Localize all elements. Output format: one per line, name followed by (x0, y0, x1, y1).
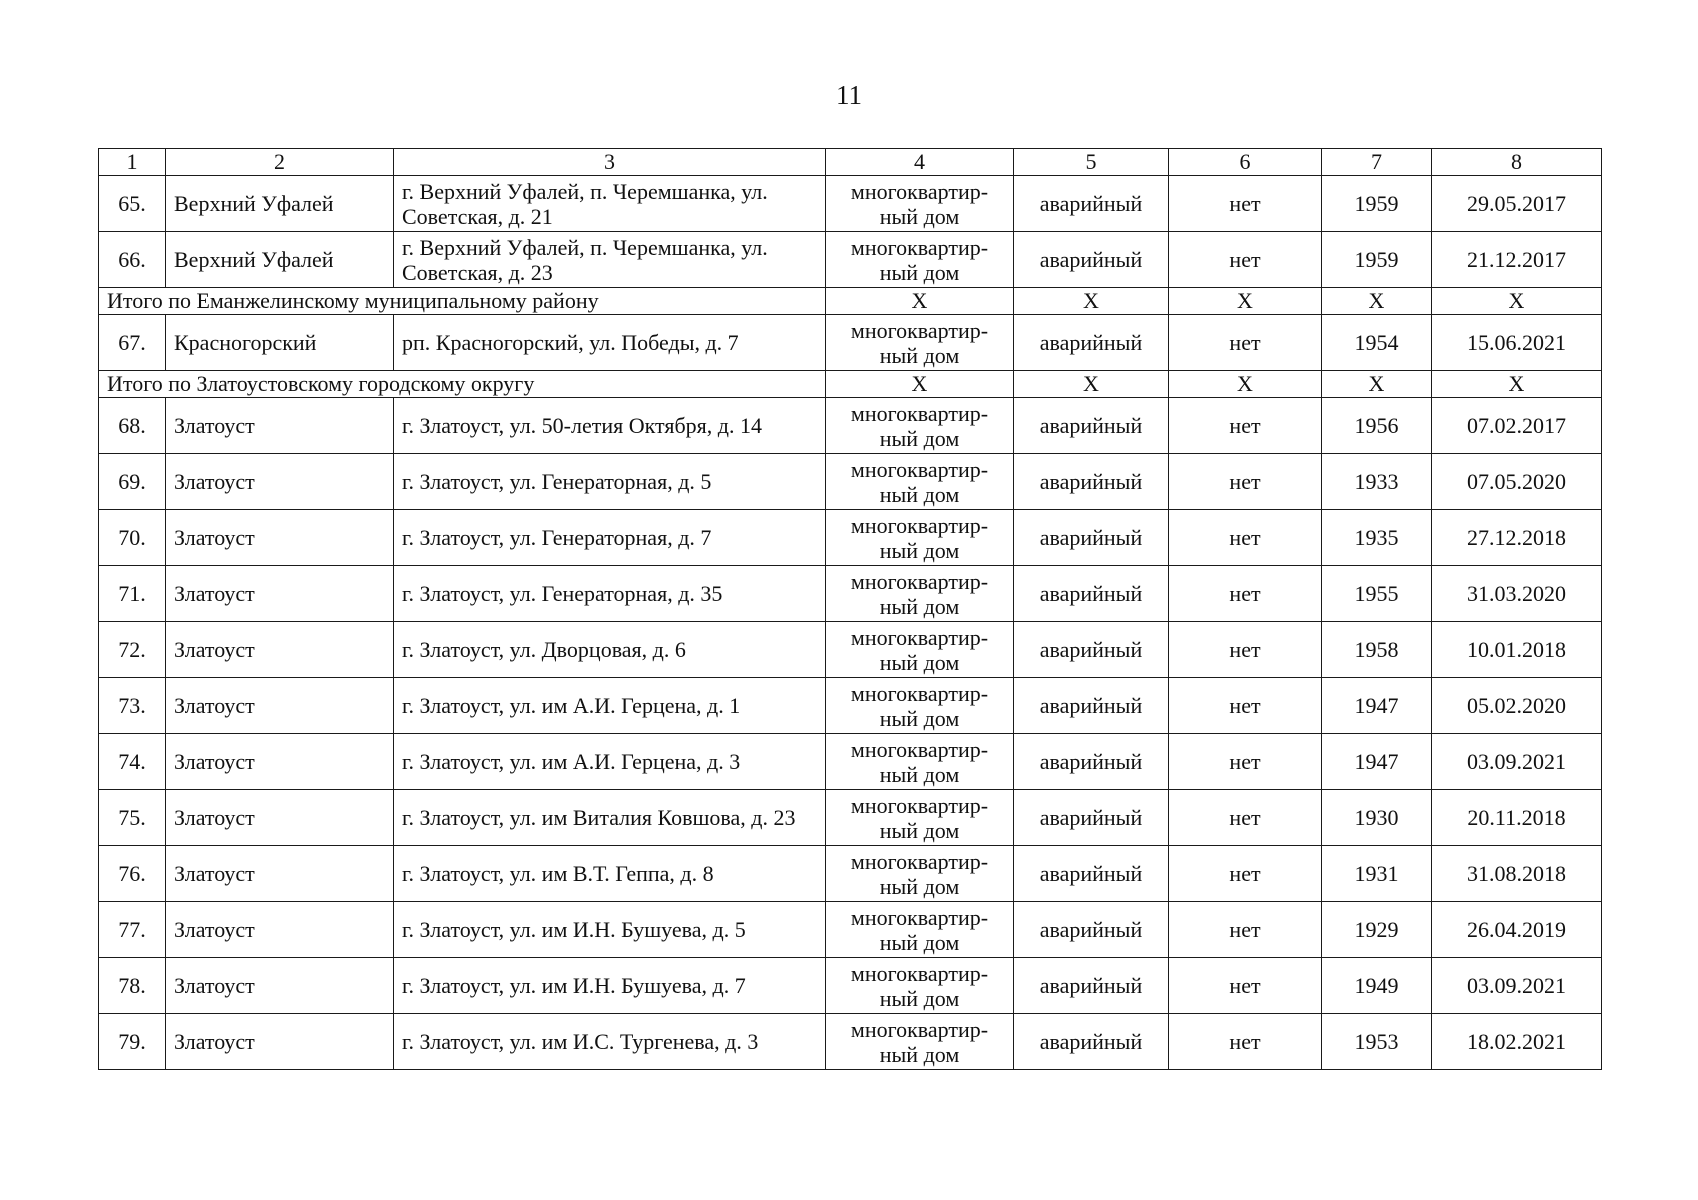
building-type-line: ный дом (879, 1041, 960, 1067)
date-cell: 03.09.2021 (1432, 734, 1602, 790)
address-cell: г. Златоуст, ул. Генераторная, д. 7 (394, 510, 826, 566)
building-type-line: многоквартир- (850, 234, 989, 260)
not-applicable-mark: X (1169, 288, 1322, 315)
year-cell: 1931 (1322, 846, 1432, 902)
building-type-line: ный дом (879, 929, 960, 955)
row-number: 71. (99, 566, 166, 622)
table-row (99, 510, 1602, 566)
building-type-cell (826, 176, 1014, 232)
table-row (99, 902, 1602, 958)
date-cell: 10.01.2018 (1432, 622, 1602, 678)
year-cell: 1935 (1322, 510, 1432, 566)
not-applicable-mark: X (1432, 371, 1602, 398)
address-cell: г. Златоуст, ул. им Виталия Ковшова, д. 23 (394, 790, 826, 846)
flag-cell: нет (1169, 734, 1322, 790)
locality-cell: Златоуст (166, 1014, 394, 1070)
flag-cell: нет (1169, 622, 1322, 678)
locality-cell: Златоуст (166, 790, 394, 846)
year-cell: 1954 (1322, 315, 1432, 371)
building-type-cell (826, 232, 1014, 288)
status-cell: аварийный (1014, 232, 1169, 288)
subtotal-label: Итого по Еманжелинскому муниципальному району (99, 288, 826, 315)
row-number: 73. (99, 678, 166, 734)
status-cell: аварийный (1014, 622, 1169, 678)
year-cell: 1953 (1322, 1014, 1432, 1070)
date-cell: 20.11.2018 (1432, 790, 1602, 846)
flag-cell: нет (1169, 510, 1322, 566)
not-applicable-mark: X (1014, 371, 1169, 398)
column-number: 4 (826, 149, 1014, 176)
column-number: 3 (394, 149, 826, 176)
building-type-line: многоквартир- (850, 400, 989, 426)
building-type-line: ный дом (879, 593, 960, 619)
status-cell: аварийный (1014, 566, 1169, 622)
column-number: 6 (1169, 149, 1322, 176)
building-type-line: многоквартир- (850, 568, 989, 594)
table-row (99, 958, 1602, 1014)
table-row (99, 315, 1602, 371)
year-cell: 1947 (1322, 734, 1432, 790)
column-number: 8 (1432, 149, 1602, 176)
building-type-cell (826, 510, 1014, 566)
row-number: 75. (99, 790, 166, 846)
subtotal-row (99, 288, 1602, 315)
table-row (99, 846, 1602, 902)
building-type-line: многоквартир- (850, 456, 989, 482)
building-type-cell (826, 734, 1014, 790)
locality-cell: Златоуст (166, 622, 394, 678)
flag-cell: нет (1169, 398, 1322, 454)
locality-cell: Верхний Уфалей (166, 232, 394, 288)
date-cell: 15.06.2021 (1432, 315, 1602, 371)
date-cell: 07.05.2020 (1432, 454, 1602, 510)
building-type-cell (826, 678, 1014, 734)
status-cell: аварийный (1014, 510, 1169, 566)
flag-cell: нет (1169, 566, 1322, 622)
row-number: 79. (99, 1014, 166, 1070)
locality-cell: Златоуст (166, 846, 394, 902)
date-cell: 03.09.2021 (1432, 958, 1602, 1014)
flag-cell: нет (1169, 1014, 1322, 1070)
address-cell: г. Верхний Уфалей, п. Черемшанка, ул. Советская, д. 23 (394, 232, 826, 288)
address-cell: г. Златоуст, ул. им И.Н. Бушуева, д. 7 (394, 958, 826, 1014)
column-number-header-row (99, 149, 1602, 176)
building-type-line: многоквартир- (850, 736, 989, 762)
status-cell: аварийный (1014, 902, 1169, 958)
table-body (99, 149, 1602, 1070)
column-number: 7 (1322, 149, 1432, 176)
building-type-cell (826, 902, 1014, 958)
page-number: 11 (836, 80, 862, 110)
flag-cell: нет (1169, 678, 1322, 734)
locality-cell: Златоуст (166, 510, 394, 566)
building-type-line: ный дом (879, 342, 960, 368)
not-applicable-mark: X (826, 288, 1014, 315)
flag-cell: нет (1169, 176, 1322, 232)
year-cell: 1959 (1322, 176, 1432, 232)
row-number: 68. (99, 398, 166, 454)
flag-cell: нет (1169, 790, 1322, 846)
status-cell: аварийный (1014, 678, 1169, 734)
building-type-cell (826, 790, 1014, 846)
status-cell: аварийный (1014, 846, 1169, 902)
table-row (99, 1014, 1602, 1070)
locality-cell: Златоуст (166, 454, 394, 510)
year-cell: 1959 (1322, 232, 1432, 288)
address-cell: г. Верхний Уфалей, п. Черемшанка, ул. Советская, д. 21 (394, 176, 826, 232)
year-cell: 1955 (1322, 566, 1432, 622)
flag-cell: нет (1169, 454, 1322, 510)
building-type-cell (826, 1014, 1014, 1070)
building-type-line: многоквартир- (850, 792, 989, 818)
building-type-line: ный дом (879, 649, 960, 675)
row-number: 78. (99, 958, 166, 1014)
address-cell: г. Златоуст, ул. им И.Н. Бушуева, д. 5 (394, 902, 826, 958)
date-cell: 26.04.2019 (1432, 902, 1602, 958)
row-number: 66. (99, 232, 166, 288)
building-type-cell (826, 566, 1014, 622)
table-row (99, 566, 1602, 622)
building-type-line: ный дом (879, 259, 960, 285)
address-cell: г. Златоуст, ул. им А.И. Герцена, д. 1 (394, 678, 826, 734)
building-type-cell (826, 622, 1014, 678)
row-number: 65. (99, 176, 166, 232)
year-cell: 1929 (1322, 902, 1432, 958)
table-row (99, 398, 1602, 454)
row-number: 74. (99, 734, 166, 790)
building-type-line: многоквартир- (850, 178, 989, 204)
building-type-line: ный дом (879, 761, 960, 787)
not-applicable-mark: X (826, 371, 1014, 398)
subtotal-label: Итого по Златоустовскому городскому округу (99, 371, 826, 398)
address-cell: г. Златоуст, ул. им И.С. Тургенева, д. 3 (394, 1014, 826, 1070)
year-cell: 1958 (1322, 622, 1432, 678)
date-cell: 21.12.2017 (1432, 232, 1602, 288)
locality-cell: Златоуст (166, 398, 394, 454)
subtotal-row (99, 371, 1602, 398)
address-cell: г. Златоуст, ул. 50-летия Октября, д. 14 (394, 398, 826, 454)
flag-cell: нет (1169, 902, 1322, 958)
status-cell: аварийный (1014, 958, 1169, 1014)
locality-cell: Златоуст (166, 958, 394, 1014)
row-number: 70. (99, 510, 166, 566)
building-type-cell (826, 958, 1014, 1014)
building-type-line: ный дом (879, 481, 960, 507)
year-cell: 1947 (1322, 678, 1432, 734)
building-type-line: ный дом (879, 425, 960, 451)
locality-cell: Златоуст (166, 902, 394, 958)
building-type-line: многоквартир- (850, 680, 989, 706)
flag-cell: нет (1169, 232, 1322, 288)
date-cell: 31.03.2020 (1432, 566, 1602, 622)
table-row (99, 678, 1602, 734)
building-type-line: ный дом (879, 537, 960, 563)
year-cell: 1949 (1322, 958, 1432, 1014)
building-type-cell (826, 846, 1014, 902)
status-cell: аварийный (1014, 398, 1169, 454)
building-type-cell (826, 454, 1014, 510)
status-cell: аварийный (1014, 176, 1169, 232)
column-number: 2 (166, 149, 394, 176)
building-type-line: многоквартир- (850, 904, 989, 930)
building-type-cell (826, 315, 1014, 371)
row-number: 67. (99, 315, 166, 371)
building-type-line: ный дом (879, 705, 960, 731)
building-type-line: ный дом (879, 873, 960, 899)
status-cell: аварийный (1014, 315, 1169, 371)
date-cell: 18.02.2021 (1432, 1014, 1602, 1070)
not-applicable-mark: X (1169, 371, 1322, 398)
flag-cell: нет (1169, 958, 1322, 1014)
table-row (99, 454, 1602, 510)
not-applicable-mark: X (1014, 288, 1169, 315)
address-cell: г. Златоуст, ул. Генераторная, д. 35 (394, 566, 826, 622)
table-row (99, 734, 1602, 790)
date-cell: 31.08.2018 (1432, 846, 1602, 902)
year-cell: 1933 (1322, 454, 1432, 510)
housing-registry-table (98, 148, 1602, 1070)
table-row (99, 622, 1602, 678)
row-number: 69. (99, 454, 166, 510)
status-cell: аварийный (1014, 1014, 1169, 1070)
year-cell: 1956 (1322, 398, 1432, 454)
date-cell: 29.05.2017 (1432, 176, 1602, 232)
not-applicable-mark: X (1432, 288, 1602, 315)
status-cell: аварийный (1014, 734, 1169, 790)
year-cell: 1930 (1322, 790, 1432, 846)
date-cell: 27.12.2018 (1432, 510, 1602, 566)
building-type-line: ный дом (879, 817, 960, 843)
date-cell: 05.02.2020 (1432, 678, 1602, 734)
table-row (99, 790, 1602, 846)
table-row (99, 232, 1602, 288)
column-number: 5 (1014, 149, 1169, 176)
locality-cell: Красногорский (166, 315, 394, 371)
building-type-line: многоквартир- (850, 317, 989, 343)
status-cell: аварийный (1014, 454, 1169, 510)
status-cell: аварийный (1014, 790, 1169, 846)
not-applicable-mark: X (1322, 371, 1432, 398)
column-number: 1 (99, 149, 166, 176)
building-type-line: многоквартир- (850, 848, 989, 874)
not-applicable-mark: X (1322, 288, 1432, 315)
flag-cell: нет (1169, 315, 1322, 371)
building-type-line: многоквартир- (850, 512, 989, 538)
locality-cell: Верхний Уфалей (166, 176, 394, 232)
locality-cell: Златоуст (166, 734, 394, 790)
flag-cell: нет (1169, 846, 1322, 902)
address-cell: г. Златоуст, ул. им А.И. Герцена, д. 3 (394, 734, 826, 790)
locality-cell: Златоуст (166, 678, 394, 734)
building-type-line: многоквартир- (850, 1016, 989, 1042)
address-cell: г. Златоуст, ул. Дворцовая, д. 6 (394, 622, 826, 678)
building-type-line: ный дом (879, 985, 960, 1011)
date-cell: 07.02.2017 (1432, 398, 1602, 454)
address-cell: рп. Красногорский, ул. Победы, д. 7 (394, 315, 826, 371)
building-type-line: ный дом (879, 203, 960, 229)
building-type-line: многоквартир- (850, 960, 989, 986)
building-type-line: многоквартир- (850, 624, 989, 650)
row-number: 77. (99, 902, 166, 958)
locality-cell: Златоуст (166, 566, 394, 622)
row-number: 72. (99, 622, 166, 678)
table-row (99, 176, 1602, 232)
row-number: 76. (99, 846, 166, 902)
address-cell: г. Златоуст, ул. им В.Т. Геппа, д. 8 (394, 846, 826, 902)
address-cell: г. Златоуст, ул. Генераторная, д. 5 (394, 454, 826, 510)
building-type-cell (826, 398, 1014, 454)
